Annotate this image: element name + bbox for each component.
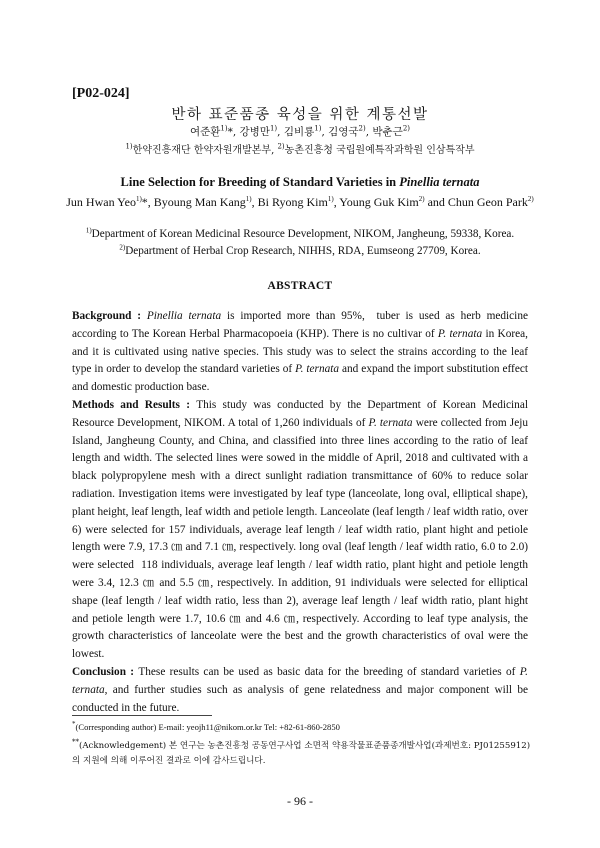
english-affiliation-2: $^{2)}$Department of Herbal Crop Research, NIHHS, RDA, Eumseong 27709, Korea. <box>119 243 481 257</box>
korean-title: 반하 표준품종 육성을 위한 계통선발 <box>171 107 429 123</box>
background-paragraph: Background : Pinellia ternata is imported more than 95%, tuber is used as herb medicine according to The Korean Herbal Pharmacopoeia (KHP). There is no cultivar of P. ternata in Korea, and it is cultivated using native species. This study was to select the strains according to the leaf type in order to develop the standard varieties of P. ternata and expand the import substitution effect and domestic production base. <box>72 310 528 394</box>
english-authors: Jun Hwan Yeo$^{1)}$*, Byoung Man Kang$^{1)}$, Bi Ryong Kim$^{1)}$, Young Guk Kim$^{2)}$ and Chun Geon Park$^{2)}$ <box>66 195 534 209</box>
methods-label: Methods and Results : <box>72 398 197 411</box>
footnote-divider <box>72 715 212 716</box>
english-affiliation-1: $^{1)}$Department of Korean Medicinal Resource Development, NIKOM, Jangheung, 59338, Korea. <box>85 226 515 240</box>
korean-affiliations: $^{1)}$한약진흥재단 한약자원개발본부, $^{2)}$농촌진흥청 국립원예특작과학원 인삼특작부 <box>125 142 475 156</box>
title-species: Pinellia ternata <box>399 175 480 189</box>
footnote-acknowledgement: **(Acknowledgement) 본 연구는 농촌진흥청 공동연구사업 소면적 약용작물표준품종개발사업(과제번호: PJ01255912)의 지원에 의해 이루어진 결과로 이에 감사드립니다. <box>72 738 531 766</box>
background-label: Background : <box>72 310 147 322</box>
conclusion-paragraph: Conclusion : These results can be used as basic data for the breeding of standard varieties of P. ternata, and further studies such as analysis of gene relatedness and major component will be conducted in the future. <box>72 665 528 714</box>
abstract-code: [P02-024] <box>72 86 130 101</box>
korean-authors: 여준환$^{1)}$*, 강병만$^{1)}$, 김비룡$^{1)}$, 김영국$^{2)}$, 박춘근$^{2)}$ <box>189 124 411 138</box>
footnote-corresponding: *(Corresponding author) E-mail: yeojh11@nikom.or.kr Tel: +82-61-860-2850 <box>72 720 340 732</box>
page-number: - 96 - <box>287 794 313 808</box>
title-main: Line Selection for Breeding of Standard Varieties in <box>120 175 400 189</box>
abstract-heading: ABSTRACT <box>267 280 333 292</box>
methods-paragraph: Methods and Results : This study was conducted by the Department of Korean Medicinal Resource Development, NIKOM. A total of 1,260 individuals of P. ternata were collected from Jeju Island, Jangheung County, and China, and classified into three lines according to the ratio of leaf length and width. The selected lines were sowed in the middle of April, 2018 and cultivated with a black polypropylene mesh with a direct sunlight radiation transmittance of 60% to reduce solar radiation. Investigation items were investigated by leaf type (lanceolate, long oval, elliptical shape), plant height, leaf length, leaf width and petiole length. Lanceolate (leaf length / leaf width ratio, over 6) were selected for 157 individuals, average leaf length / leaf width ratio, plant hight and petiole length were 7.9, 17.3 ㎝ and 7.1 ㎝, respectively. long oval (leaf length / leaf width ratio, 6.0 to 2.0) were selected 118 individuals, average leaf length / leaf width ratio, plant hight and petiole length were 3.4, 12.3 ㎝ and 5.5 ㎝, respectively. In addition, 91 individuals were selected for elliptical shape (leaf length / leaf width ratio, less than 2), average leaf length / leaf width ratio, plant hight and petiole length were 1.7, 10.6 ㎝ and 4.6 ㎝, respectively. According to leaf type analysis, the growth characteristics of lanceolate were the best and the growth characteristics of oval were the lowest. <box>72 398 528 661</box>
abstract-body <box>72 308 528 717</box>
english-title <box>60 175 540 190</box>
conclusion-label: Conclusion : <box>72 665 139 678</box>
